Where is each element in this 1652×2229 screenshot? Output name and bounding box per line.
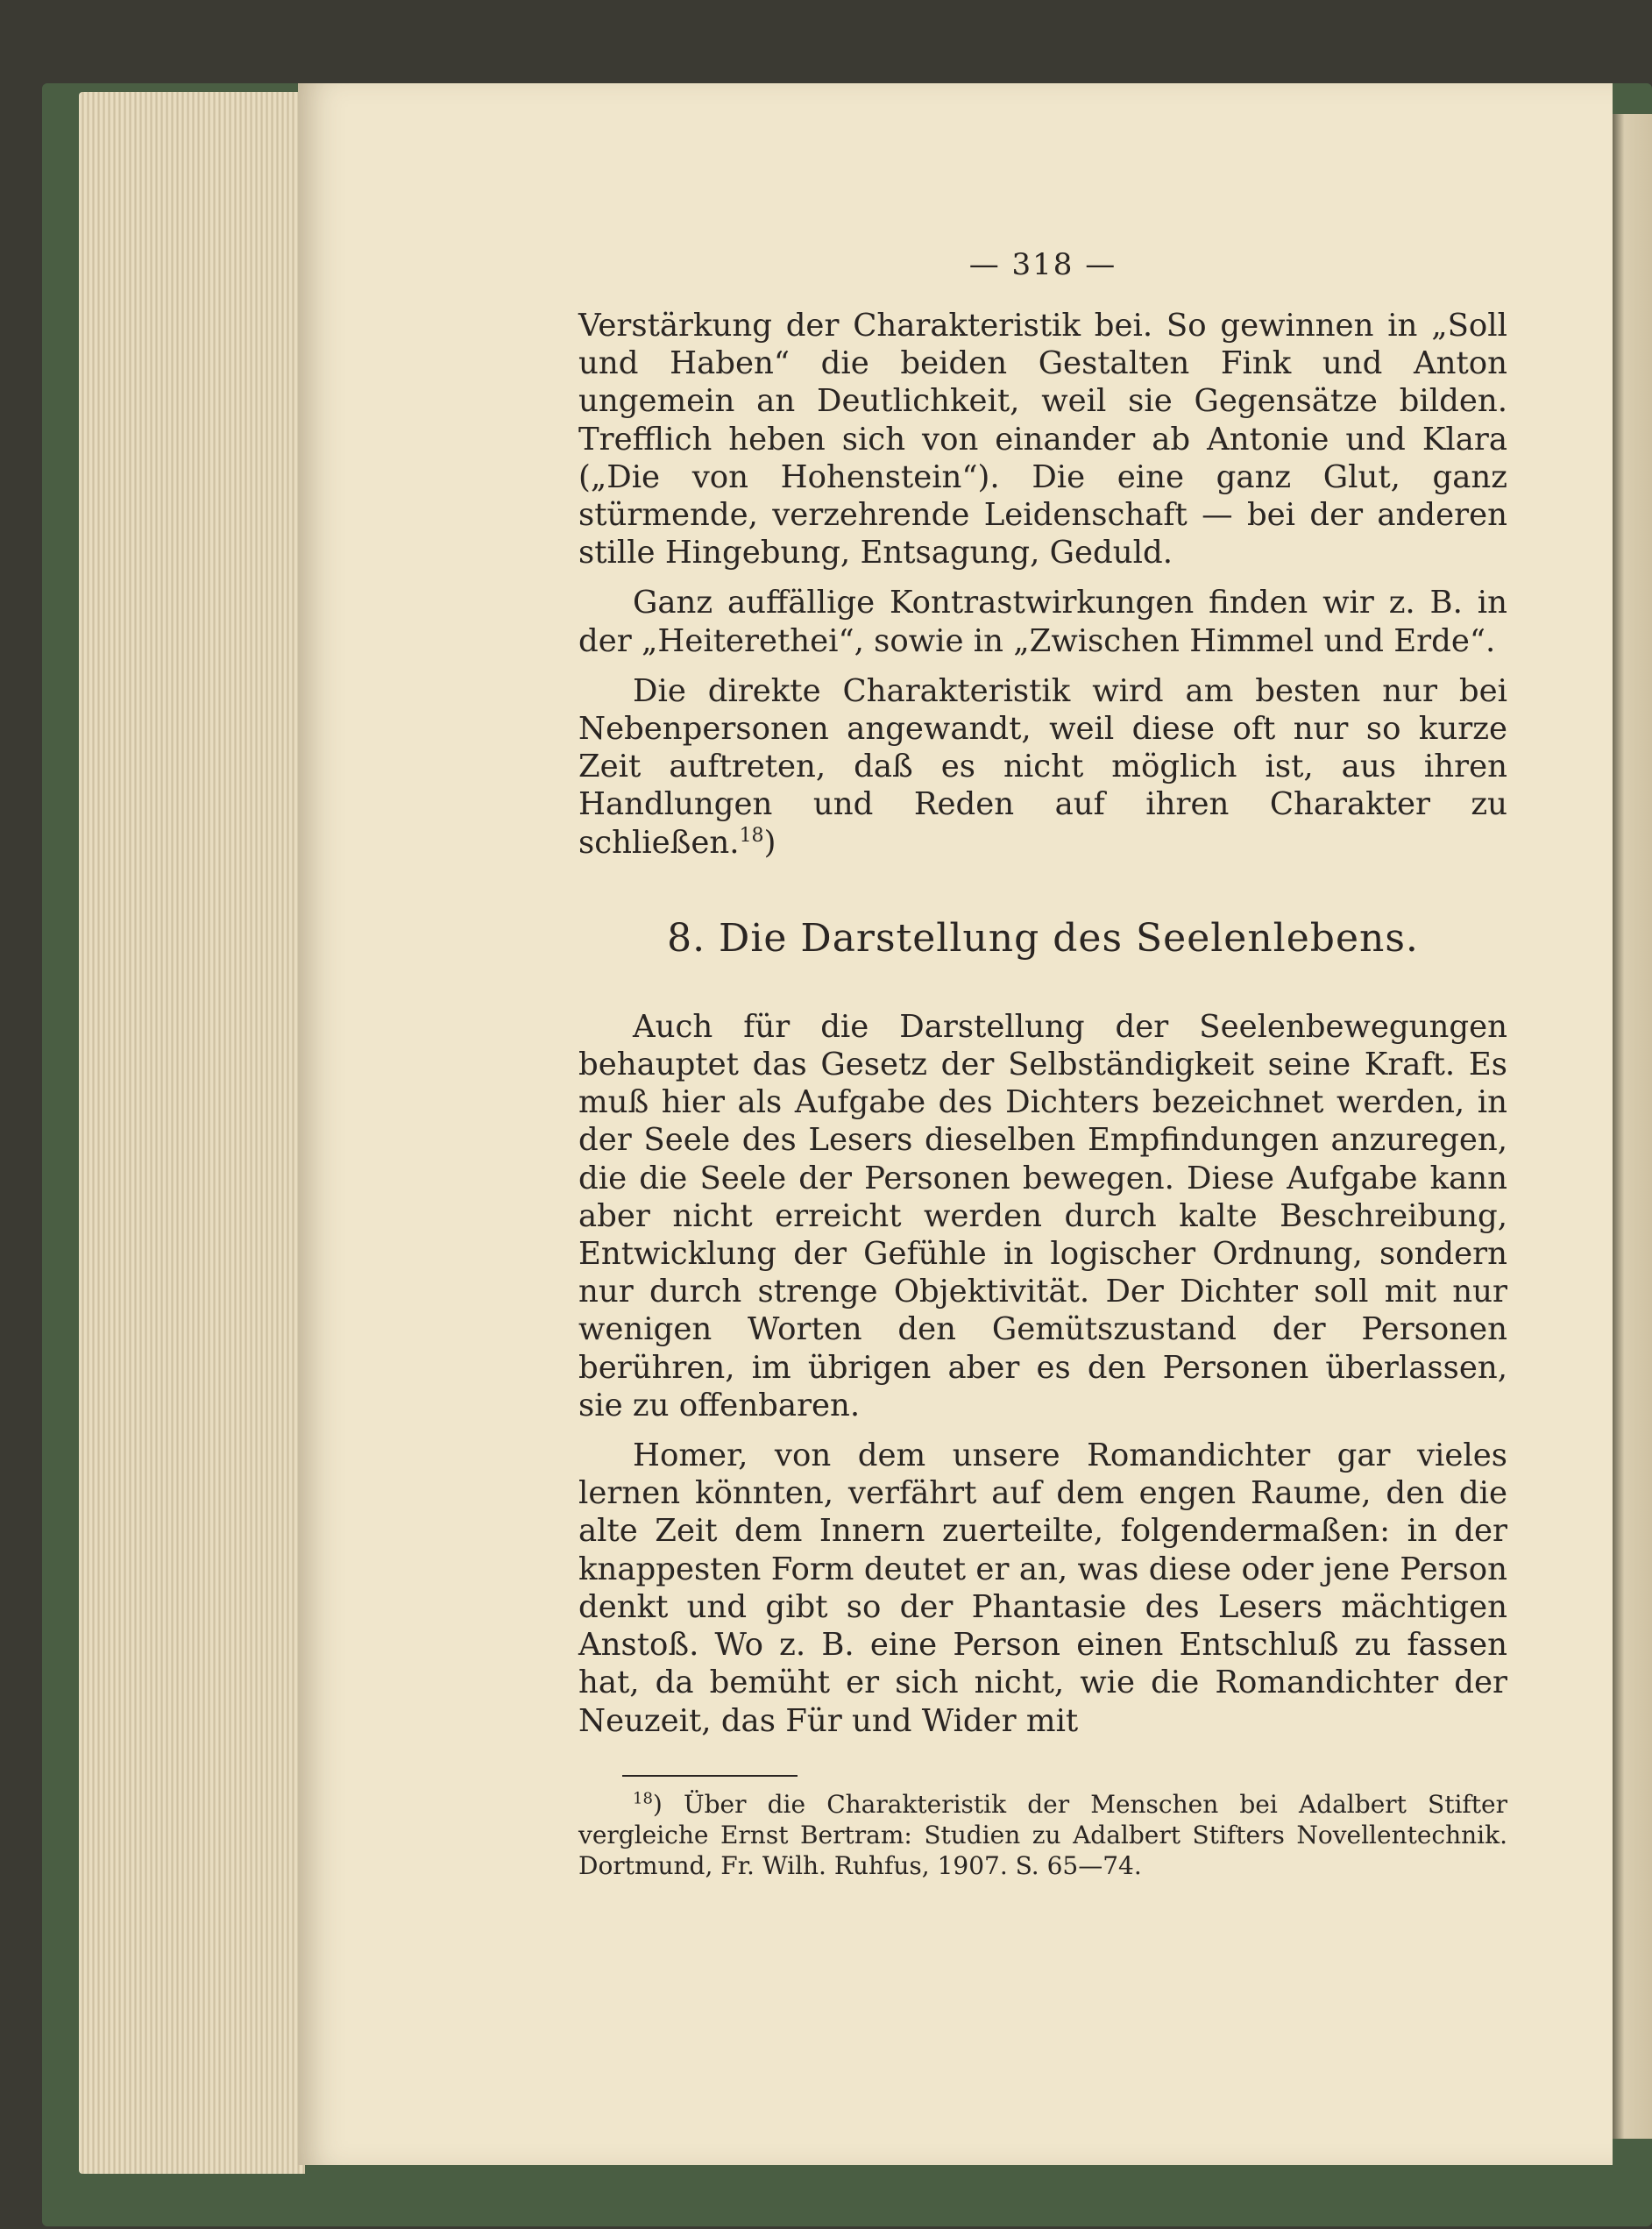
footnote-text: ) Über die Charakteristik der Menschen bei Adalbert Stifter vergleiche Ernst Bertram: Studien zu Adalbert Stifters Novellentechnik. Dortmund, Fr. Wilh. Ruhfus, 1907. S. 65—74. [578, 1789, 1507, 1880]
paragraph: Verstärkung der Charakteristik bei. So gewinnen in „Soll und Haben“ die beiden Gestalten Fink und Anton ungemein an Deutlichkeit, weil sie Gegensätze bilden. Trefflich heben sich von einander ab Antonie und Klara („Die von Hohenstein“). Die eine ganz Glut, ganz stürmende, verzehrende Leidenschaft — bei der anderen stille Hingebung, Entsagung, Geduld. [578, 308, 1507, 571]
next-page-edge [1613, 114, 1652, 2139]
section-heading: 8. Die Darstellung des Seelenlebens. [667, 915, 1419, 961]
page-content [578, 247, 1507, 1881]
page-number: — 318 — [968, 247, 1117, 282]
footnote-number: 18 [633, 1789, 653, 1808]
footnote [578, 1789, 1507, 1881]
footnote-divider [622, 1775, 798, 1777]
footnote-reference-close: ) [763, 824, 776, 861]
paragraph-text: Die direkte Charakteristik wird am besten nur bei Nebenpersonen angewandt, weil diese oft nur so kurze Zeit auftreten, daß es nicht möglich ist, aus ihren Handlungen und Reden auf ihren Charakter zu schließen. [578, 672, 1507, 861]
paragraph [578, 672, 1507, 862]
paragraph: Ganz auffällige Kontrastwirkungen finden wir z. B. in der „Heiterethei“, sowie in „Zwischen Himmel und Erde“. [578, 585, 1507, 659]
footnote-reference: 18 [739, 824, 764, 847]
paragraph: Auch für die Darstellung der Seelenbewegungen behauptet das Gesetz der Selbständigkeit seine Kraft. Es muß hier als Aufgabe des Dichters bezeichnet werden, in der Seele des Lesers dieselben Empfindungen anzuregen, die die Seele der Personen bewegen. Diese Aufgabe kann aber nicht erreicht werden durch kalte Beschreibung, Entwicklung der Gefühle in logischer Ordnung, sondern nur durch strenge Objektivität. Der Dichter soll mit nur wenigen Worten den Gemütszustand der Personen berühren, im übrigen aber es den Personen überlassen, sie zu offenbaren. [578, 1008, 1507, 1423]
paragraph: Homer, von dem unsere Romandichter gar vieles lernen könnten, verfährt auf dem engen Raume, den die alte Zeit dem Innern zuerteilte, folgendermaßen: in der knappesten Form deutet er an, was diese oder jene Person denkt und gibt so der Phantasie des Lesers mächtigen Anstoß. Wo z. B. eine Person einen Entschluß zu fassen hat, da bemüht er sich nicht, wie die Romandichter der Neuzeit, das Für und Wider mit [578, 1437, 1507, 1739]
page-edges [79, 92, 305, 2174]
